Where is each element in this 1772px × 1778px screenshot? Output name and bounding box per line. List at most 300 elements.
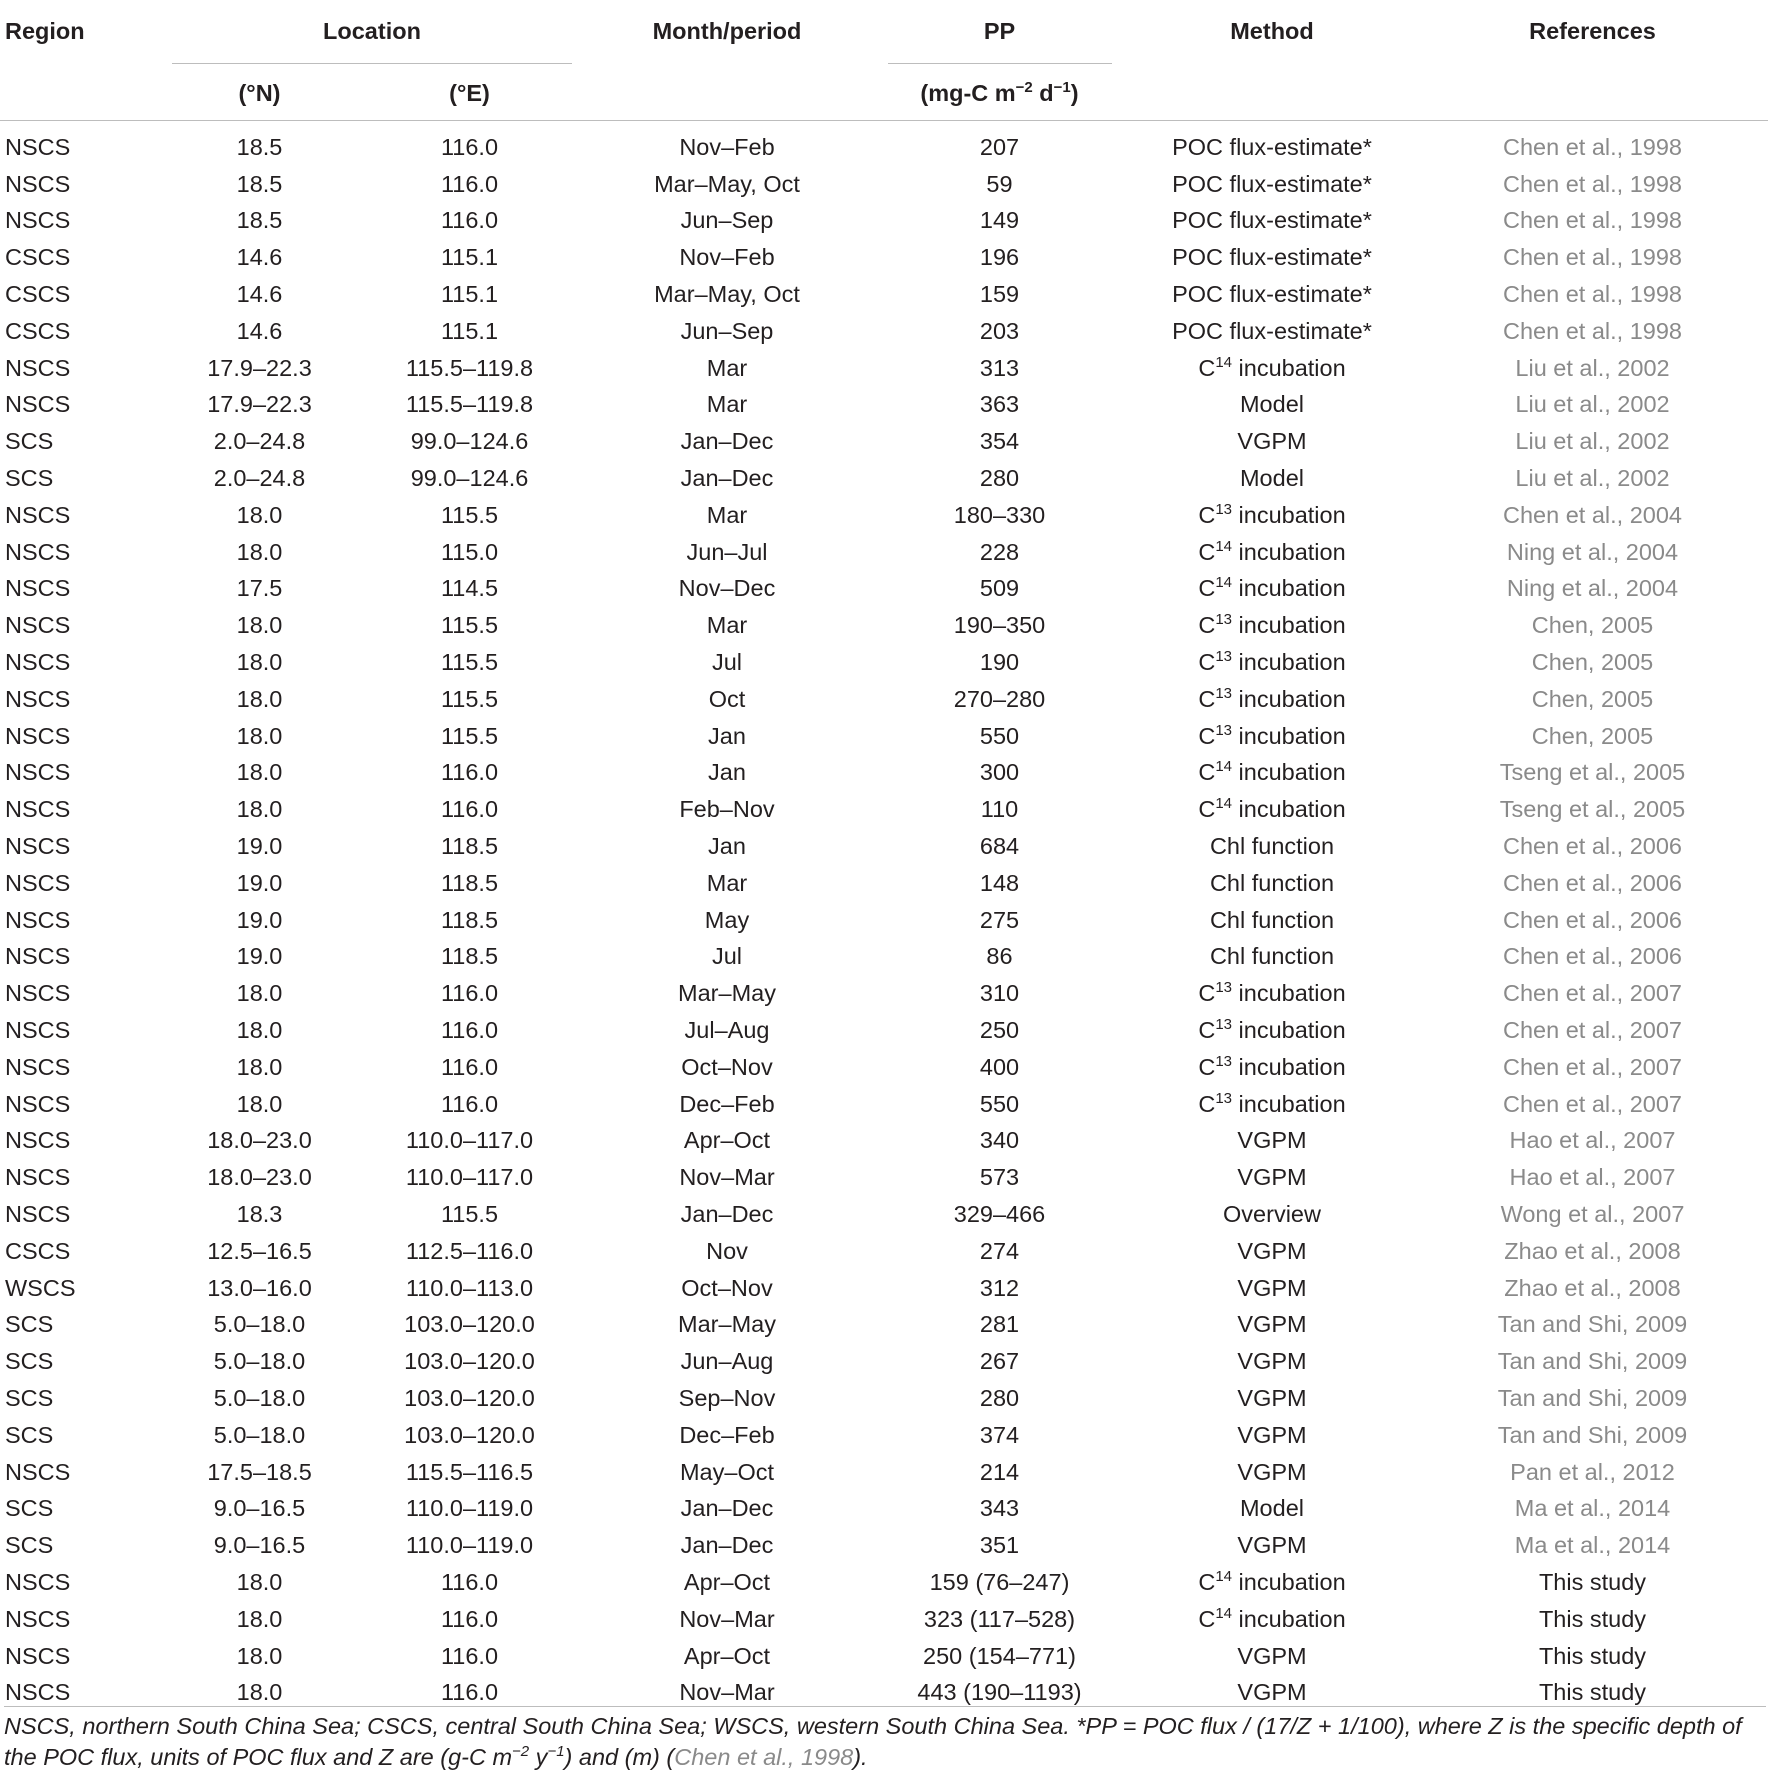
table-row: [0, 1454, 1768, 1491]
cell-lat: 18.0–23.0: [207, 1164, 312, 1191]
cell-reference-link[interactable]: Liu et al., 2002: [1515, 391, 1670, 418]
cell-period: Oct–Nov: [681, 1274, 773, 1301]
cell-pp: 323 (117–528): [923, 1605, 1076, 1632]
cell-lon: 116.0: [440, 1090, 499, 1117]
cell-lat: 18.5: [236, 133, 283, 160]
cell-region: SCS: [5, 1495, 54, 1522]
cell-method: VGPM: [1237, 1421, 1307, 1448]
cell-pp: 214: [979, 1458, 1020, 1485]
cell-method: [1127, 497, 1417, 534]
cell-region: SCS: [5, 465, 54, 492]
col-pp: [872, 8, 1127, 66]
cell-region: NSCS: [5, 1201, 71, 1227]
cell-pp: 443 (190–1193): [917, 1679, 1082, 1706]
cell-lon: 116.0: [440, 133, 499, 160]
cell-period: Oct: [708, 685, 746, 712]
cell-reference-link[interactable]: Zhao et al., 2008: [1504, 1274, 1681, 1301]
cell-pp: 280: [979, 1384, 1020, 1411]
cell-reference: This study: [1538, 1568, 1647, 1595]
cell-pp: 59: [986, 170, 1013, 197]
table-row: [0, 1270, 1768, 1307]
cell-lon: 103.0–120.0: [404, 1348, 535, 1375]
cell-reference-link[interactable]: Chen et al., 1998: [1503, 281, 1682, 308]
cell-lon: 116.0: [440, 1053, 499, 1080]
cell-period: Jan: [708, 833, 746, 860]
cell-pp: 196: [979, 244, 1020, 271]
footnote-exp1: −2: [512, 1743, 530, 1761]
cell-method: [1127, 681, 1417, 718]
cell-pp: 190–350: [953, 612, 1046, 639]
cell-period: Mar: [706, 869, 748, 896]
cell-lat: 19.0: [236, 833, 283, 860]
cell-reference-link[interactable]: Chen et al., 1998: [1503, 244, 1682, 271]
method-prefix: C: [1198, 796, 1216, 823]
col-region: Region: [5, 18, 85, 44]
cell-reference-link[interactable]: Tseng et al., 2005: [1499, 796, 1686, 823]
cell-pp: 159 (76–247): [929, 1568, 1070, 1595]
cell-method: [1127, 644, 1417, 681]
cell-lat: 18.0: [236, 759, 283, 786]
cell-lat: 18.5: [236, 207, 283, 234]
table-row: [0, 607, 1768, 644]
cell-lon: 115.5: [440, 1201, 499, 1227]
method-suffix: incubation: [1232, 722, 1346, 749]
cell-lon: 116.0: [440, 1642, 499, 1669]
cell-lon: 116.0: [440, 796, 499, 823]
method-prefix: C: [1198, 1017, 1216, 1044]
cell-method: Chl function: [1209, 833, 1335, 860]
method-suffix: incubation: [1232, 612, 1346, 639]
cell-region: NSCS: [5, 906, 71, 933]
cell-lat: 2.0–24.8: [213, 428, 306, 455]
cell-lon: 115.5–116.5: [405, 1458, 534, 1485]
method-prefix: C: [1198, 538, 1216, 565]
cell-reference-link[interactable]: Chen et al., 2007: [1503, 1053, 1682, 1080]
method-suffix: incubation: [1232, 1053, 1346, 1080]
cell-reference-link[interactable]: Ma et al., 2014: [1514, 1495, 1671, 1522]
cell-reference-link[interactable]: Chen et al., 1998: [1503, 207, 1682, 234]
table-row: [0, 1233, 1768, 1270]
cell-lat: 18.0: [236, 1053, 283, 1080]
footnote-mid: y: [529, 1744, 548, 1770]
method-isotope: 13: [1215, 685, 1232, 703]
method-suffix: incubation: [1232, 796, 1346, 823]
cell-reference-link[interactable]: Chen, 2005: [1531, 685, 1654, 712]
cell-period: Jan: [708, 722, 746, 749]
cell-pp: 86: [986, 943, 1013, 970]
cell-lat: 18.0: [236, 980, 283, 1007]
method-suffix: incubation: [1232, 685, 1346, 712]
method-isotope: 13: [1215, 979, 1232, 997]
cell-reference-link[interactable]: Zhao et al., 2008: [1504, 1237, 1681, 1264]
table-row: [0, 1527, 1768, 1564]
cell-lat: 19.0: [236, 869, 283, 896]
table-row: [0, 460, 1768, 497]
col-method: Method: [1230, 18, 1314, 44]
cell-lon: 110.0–117.0: [405, 1164, 534, 1191]
cell-reference-link[interactable]: Hao et al., 2007: [1509, 1127, 1676, 1154]
cell-lat: 2.0–24.8: [213, 465, 306, 492]
table-row: [0, 1417, 1768, 1454]
cell-lat: 18.0: [236, 649, 283, 676]
cell-lat: 17.9–22.3: [207, 354, 312, 381]
cell-method: [1127, 1086, 1417, 1123]
cell-lat: 17.9–22.3: [207, 391, 312, 418]
pp-unit-exp1: −2: [1015, 78, 1033, 96]
cell-lat: 18.0: [236, 1642, 283, 1669]
cell-reference-link[interactable]: Tseng et al., 2005: [1499, 759, 1686, 786]
cell-method: [1127, 791, 1417, 828]
method-isotope: 13: [1215, 611, 1232, 629]
cell-reference-link[interactable]: Hao et al., 2007: [1509, 1164, 1676, 1191]
cell-reference-link[interactable]: Chen et al., 2006: [1503, 869, 1682, 896]
col-location: [162, 8, 582, 66]
cell-region: NSCS: [5, 1017, 71, 1044]
cell-lat: 13.0–16.0: [207, 1274, 312, 1301]
cell-lat: 18.0: [236, 685, 283, 712]
cell-period: Nov–Feb: [679, 133, 775, 160]
cell-lon: 118.5: [440, 906, 499, 933]
cell-reference-link[interactable]: Chen, 2005: [1531, 612, 1654, 639]
cell-pp: 159: [979, 281, 1020, 308]
cell-reference-link[interactable]: Chen et al., 2007: [1503, 1090, 1682, 1117]
cell-region: NSCS: [5, 759, 71, 786]
method-prefix: C: [1198, 1090, 1216, 1117]
cell-method: [1127, 975, 1417, 1012]
method-prefix: C: [1198, 649, 1216, 676]
footnote-exp2: −1: [547, 1743, 565, 1761]
cell-lat: 14.6: [236, 244, 283, 271]
table-row: [0, 313, 1768, 350]
method-suffix: incubation: [1232, 1090, 1346, 1117]
cell-method: POC flux-estimate*: [1172, 207, 1372, 234]
pp-unit-suffix: ): [1070, 79, 1079, 106]
table-row: [0, 865, 1768, 902]
cell-period: Jan–Dec: [680, 428, 774, 455]
cell-pp: 343: [979, 1495, 1020, 1522]
table-row: [0, 644, 1768, 681]
cell-reference-link[interactable]: Chen et al., 2006: [1503, 943, 1682, 970]
cell-region: NSCS: [5, 612, 71, 639]
method-isotope: 13: [1215, 648, 1232, 666]
cell-reference-link[interactable]: Wong et al., 2007: [1500, 1201, 1685, 1227]
cell-lon: 115.5: [440, 612, 499, 639]
footnote-text3: ).: [853, 1744, 868, 1770]
cell-pp: 228: [979, 538, 1020, 565]
cell-region: NSCS: [5, 1053, 71, 1080]
cell-region: NSCS: [5, 1605, 71, 1632]
col-lat: (°N): [162, 66, 357, 121]
table-row: [0, 1564, 1768, 1601]
cell-pp: 267: [979, 1348, 1020, 1375]
cell-region: SCS: [5, 1532, 54, 1559]
cell-reference-link[interactable]: Liu et al., 2002: [1515, 354, 1670, 381]
cell-region: NSCS: [5, 649, 71, 676]
header-empty: [1417, 66, 1768, 121]
cell-method: [1127, 1564, 1417, 1601]
cell-region: NSCS: [5, 538, 71, 565]
cell-pp: 275: [979, 906, 1020, 933]
col-period: Month/period: [652, 18, 802, 44]
cell-period: Jan: [708, 759, 746, 786]
col-references: References: [1529, 18, 1656, 44]
cell-reference-link[interactable]: Ning et al., 2004: [1506, 575, 1679, 602]
cell-reference-link[interactable]: Chen et al., 2007: [1503, 1017, 1682, 1044]
cell-lon: 116.0: [440, 1679, 499, 1706]
cell-period: Mar: [706, 612, 748, 639]
cell-region: NSCS: [5, 1679, 71, 1706]
method-suffix: incubation: [1232, 759, 1346, 786]
cell-method: [1127, 1012, 1417, 1049]
cell-pp: 573: [979, 1164, 1020, 1191]
cell-lon: 115.5: [440, 722, 499, 749]
table-row: [0, 1012, 1768, 1049]
table-row: [0, 387, 1768, 424]
cell-lat: 18.0: [236, 1679, 283, 1706]
cell-period: Apr–Oct: [683, 1127, 771, 1154]
cell-lon: 115.5–119.8: [405, 354, 534, 381]
table-body: [0, 121, 1768, 1712]
cell-method: VGPM: [1237, 1532, 1307, 1559]
cell-lat: 5.0–18.0: [213, 1348, 306, 1375]
table-row: [0, 121, 1768, 166]
cell-lon: 116.0: [440, 1568, 499, 1595]
method-suffix: incubation: [1232, 354, 1346, 381]
col-lon: (°E): [357, 66, 582, 121]
cell-lat: 18.0: [236, 1017, 283, 1044]
cell-pp: 550: [979, 1090, 1020, 1117]
table-row: [0, 1380, 1768, 1417]
cell-reference: This study: [1538, 1642, 1647, 1669]
cell-period: Dec–Feb: [679, 1421, 775, 1448]
table-row: [0, 571, 1768, 608]
method-suffix: incubation: [1232, 538, 1346, 565]
cell-lon: 116.0: [440, 980, 499, 1007]
cell-lon: 115.1: [440, 281, 499, 308]
cell-region: SCS: [5, 1311, 54, 1338]
cell-reference-link[interactable]: Tan and Shi, 2009: [1497, 1311, 1688, 1338]
cell-region: NSCS: [5, 207, 71, 234]
cell-pp: 351: [979, 1532, 1020, 1559]
cell-method: [1127, 755, 1417, 792]
cell-period: Jul–Aug: [684, 1017, 770, 1044]
method-isotope: 14: [1215, 574, 1232, 592]
cell-lon: 115.5: [440, 685, 499, 712]
cell-method: VGPM: [1237, 1164, 1307, 1191]
table-row: [0, 1343, 1768, 1380]
footnote-text2: ) and (m) (: [564, 1744, 675, 1770]
method-prefix: C: [1198, 1605, 1216, 1632]
method-prefix: C: [1198, 612, 1216, 639]
method-suffix: incubation: [1232, 501, 1346, 528]
cell-region: CSCS: [5, 1237, 71, 1264]
cell-period: Apr–Oct: [683, 1642, 771, 1669]
cell-region: NSCS: [5, 391, 71, 418]
cell-reference-link[interactable]: Tan and Shi, 2009: [1497, 1384, 1688, 1411]
cell-lon: 116.0: [440, 207, 499, 234]
cell-pp: 250 (154–771): [923, 1642, 1076, 1669]
cell-pp: 207: [979, 133, 1020, 160]
cell-lat: 18.0: [236, 722, 283, 749]
cell-reference-link[interactable]: Ning et al., 2004: [1506, 538, 1679, 565]
cell-region: NSCS: [5, 722, 71, 749]
cell-period: Mar–May: [678, 980, 776, 1007]
cell-reference-link[interactable]: Chen et al., 2006: [1503, 833, 1682, 860]
cell-period: Jun–Sep: [680, 207, 774, 234]
cell-reference-link[interactable]: Chen et al., 1998: [1503, 317, 1682, 344]
table-row: [0, 939, 1768, 976]
cell-region: NSCS: [5, 869, 71, 896]
table-row: [0, 828, 1768, 865]
cell-method: Model: [1239, 391, 1304, 418]
location-label: Location: [172, 18, 572, 64]
cell-reference-link[interactable]: Chen et al., 2006: [1503, 906, 1682, 933]
footnote-citation-link[interactable]: Chen et al., 1998: [674, 1744, 854, 1770]
cell-pp: 354: [979, 428, 1020, 455]
cell-method: [1127, 607, 1417, 644]
cell-region: NSCS: [5, 575, 71, 602]
cell-lat: 18.0: [236, 796, 283, 823]
cell-region: NSCS: [5, 980, 71, 1007]
cell-period: Feb–Nov: [679, 796, 775, 823]
cell-reference-link[interactable]: Chen et al., 2004: [1503, 501, 1682, 528]
method-isotope: 14: [1215, 537, 1232, 555]
method-suffix: incubation: [1232, 1017, 1346, 1044]
cell-lon: 112.5–116.0: [405, 1237, 534, 1264]
cell-lat: 18.0: [236, 1605, 283, 1632]
cell-lon: 118.5: [440, 869, 499, 896]
table-row: [0, 755, 1768, 792]
cell-reference-link[interactable]: Chen et al., 1998: [1503, 170, 1682, 197]
cell-lat: 5.0–18.0: [213, 1384, 306, 1411]
cell-reference-link[interactable]: Chen et al., 2007: [1503, 980, 1682, 1007]
method-isotope: 14: [1215, 795, 1232, 813]
cell-method: POC flux-estimate*: [1172, 170, 1372, 197]
cell-period: Oct–Nov: [681, 1053, 773, 1080]
table-row: [0, 681, 1768, 718]
cell-method: Model: [1239, 465, 1304, 492]
cell-method: POC flux-estimate*: [1172, 281, 1372, 308]
method-isotope: 13: [1215, 721, 1232, 739]
cell-method: VGPM: [1237, 1348, 1307, 1375]
cell-reference: This study: [1538, 1679, 1647, 1706]
table-header: [0, 8, 1768, 121]
table-row: [0, 1601, 1768, 1638]
cell-pp: 310: [979, 980, 1020, 1007]
method-isotope: 14: [1215, 758, 1232, 776]
cell-period: Jul: [711, 943, 743, 970]
table-row: [0, 350, 1768, 387]
cell-method: VGPM: [1237, 1311, 1307, 1338]
method-suffix: incubation: [1232, 575, 1346, 602]
cell-reference-link[interactable]: Chen et al., 1998: [1503, 133, 1682, 160]
cell-method: Chl function: [1209, 869, 1335, 896]
cell-period: Sep–Nov: [678, 1384, 776, 1411]
cell-pp: 280: [979, 465, 1020, 492]
method-isotope: 13: [1215, 1089, 1232, 1107]
cell-pp: 148: [979, 869, 1020, 896]
cell-reference-link[interactable]: Chen, 2005: [1531, 649, 1654, 676]
cell-pp: 149: [979, 207, 1020, 234]
method-prefix: C: [1198, 722, 1216, 749]
table-footnote: [4, 1706, 1766, 1773]
cell-reference-link[interactable]: Liu et al., 2002: [1515, 465, 1670, 492]
cell-reference-link[interactable]: Ma et al., 2014: [1514, 1532, 1671, 1559]
cell-method: VGPM: [1237, 1384, 1307, 1411]
table-row: [0, 276, 1768, 313]
cell-region: NSCS: [5, 943, 71, 970]
cell-pp: 329–466: [953, 1201, 1046, 1227]
cell-lat: 18.0: [236, 1568, 283, 1595]
cell-pp: 340: [979, 1127, 1020, 1154]
table-row: [0, 203, 1768, 240]
method-isotope: 13: [1215, 1016, 1232, 1034]
cell-region: NSCS: [5, 1164, 71, 1191]
cell-lon: 116.0: [440, 170, 499, 197]
method-isotope: 14: [1215, 1568, 1232, 1586]
pp-unit-prefix: (mg-C m: [920, 79, 1016, 106]
cell-reference-link[interactable]: Liu et al., 2002: [1515, 428, 1670, 455]
col-pp-unit: [872, 66, 1127, 121]
cell-period: Mar: [706, 354, 748, 381]
method-isotope: 14: [1215, 1604, 1232, 1622]
cell-period: Mar: [706, 501, 748, 528]
cell-method: VGPM: [1237, 1642, 1307, 1669]
pp-unit-exp2: −1: [1053, 78, 1071, 96]
method-prefix: C: [1198, 501, 1216, 528]
cell-pp: 312: [979, 1274, 1020, 1301]
cell-lon: 118.5: [440, 943, 499, 970]
cell-period: Jan–Dec: [680, 1201, 774, 1227]
cell-region: NSCS: [5, 1568, 71, 1595]
cell-region: NSCS: [5, 501, 71, 528]
cell-period: Nov–Feb: [679, 244, 775, 271]
cell-region: NSCS: [5, 354, 71, 381]
cell-reference-link[interactable]: Chen, 2005: [1531, 722, 1654, 749]
cell-lon: 99.0–124.6: [410, 465, 529, 492]
cell-period: Apr–Oct: [683, 1568, 771, 1595]
table-row: [0, 1123, 1768, 1160]
cell-period: Nov–Mar: [679, 1605, 775, 1632]
cell-region: NSCS: [5, 833, 71, 860]
cell-period: Jan–Dec: [680, 1495, 774, 1522]
cell-period: Jun–Aug: [680, 1348, 774, 1375]
cell-period: Jan–Dec: [680, 465, 774, 492]
cell-method: POC flux-estimate*: [1172, 244, 1372, 271]
cell-method: [1127, 1601, 1417, 1638]
cell-reference-link[interactable]: Tan and Shi, 2009: [1497, 1348, 1688, 1375]
cell-region: NSCS: [5, 1458, 71, 1485]
cell-region: SCS: [5, 1348, 54, 1375]
method-prefix: C: [1198, 575, 1216, 602]
cell-lat: 18.0–23.0: [207, 1127, 312, 1154]
pp-label: PP: [888, 18, 1112, 64]
cell-reference-link[interactable]: Tan and Shi, 2009: [1497, 1421, 1688, 1448]
cell-lat: 9.0–16.5: [213, 1495, 306, 1522]
primary-production-table: [0, 8, 1768, 1711]
cell-period: Mar–May, Oct: [654, 170, 800, 197]
cell-lon: 115.1: [440, 317, 499, 344]
cell-method: VGPM: [1237, 1458, 1307, 1485]
cell-region: CSCS: [5, 317, 71, 344]
cell-lon: 103.0–120.0: [404, 1311, 535, 1338]
cell-pp: 550: [979, 722, 1020, 749]
cell-method: VGPM: [1237, 1274, 1307, 1301]
cell-method: [1127, 571, 1417, 608]
footnote-text: NSCS, northern South China Sea; CSCS, central South China Sea; WSCS, western South China Sea. *PP = POC flux / (17/Z + 1/100), where Z is the specific depth of the POC flux, units of POC flux and Z are (g-C m: [4, 1713, 1742, 1770]
cell-lon: 116.0: [440, 1605, 499, 1632]
cell-reference-link[interactable]: Pan et al., 2012: [1510, 1458, 1675, 1485]
